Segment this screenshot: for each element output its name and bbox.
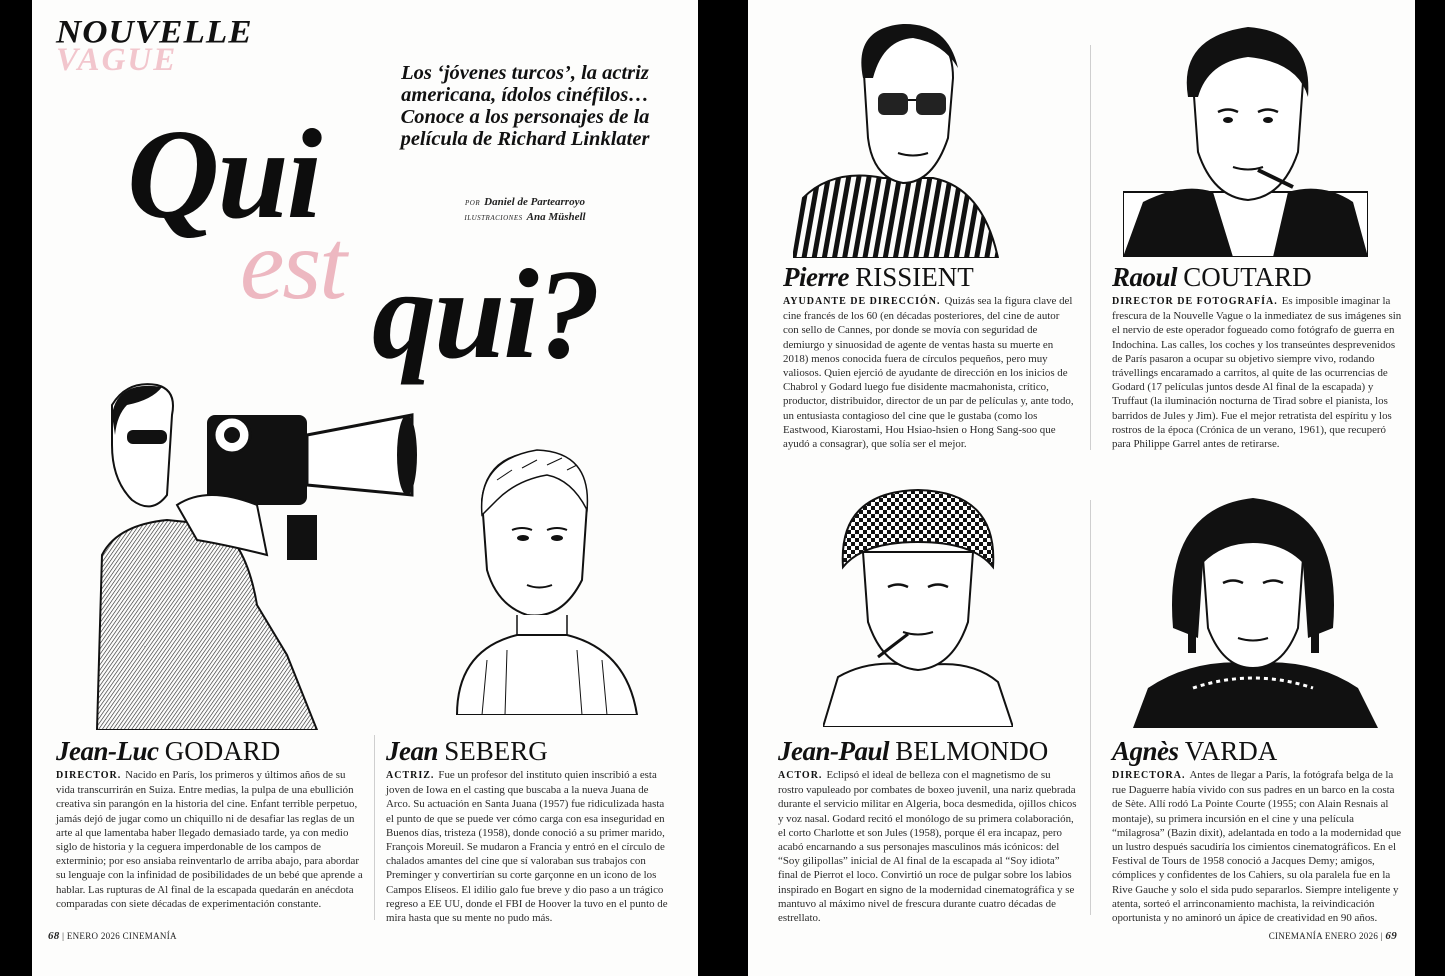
role-label: ACTOR. (778, 770, 823, 781)
folio-right: CINEMANÍA ENERO 2026 | 69 (1268, 930, 1397, 942)
woman-bob-haircut-portrait (1133, 488, 1378, 728)
byline-label: ILUSTRACIONES (464, 214, 523, 222)
man-checkered-hat-cigarette-portrait (823, 482, 1013, 727)
last-name: VARDA (1184, 736, 1278, 766)
page-number: 69 (1385, 930, 1397, 942)
role-label: DIRECTOR DE FOTOGRAFÍA. (1112, 296, 1278, 307)
profile-name-varda (1112, 738, 1277, 765)
role-label: DIRECTOR. (56, 770, 122, 781)
section-tag-vague: VAGUE (56, 42, 178, 78)
man-glasses-striped-shirt-portrait (793, 18, 1008, 258)
byline-name: Ana Müshell (526, 211, 586, 223)
profile-bio-godard (56, 768, 366, 911)
first-name: Jean (386, 736, 438, 766)
left-page (32, 0, 698, 976)
profile-bio-seberg (386, 768, 672, 925)
folio-text: CINEMANÍA ENERO 2026 (1268, 931, 1379, 941)
first-name: Pierre (783, 262, 849, 292)
profile-name-rissient (783, 264, 974, 291)
column-divider (1090, 500, 1091, 915)
folio-text: ENERO 2026 CINEMANÍA (66, 931, 177, 941)
first-name: Raoul (1112, 262, 1178, 292)
byline-name: Daniel de Partearroyo (484, 196, 585, 208)
column-divider (1090, 45, 1091, 450)
man-with-cigarette-portrait (1123, 22, 1368, 257)
profile-name-belmondo (778, 738, 1048, 765)
first-name: Jean-Paul (778, 736, 890, 766)
bio-text: Nacido en París, los primeros y últimos años de su vida transcurrirán en Suiza. Entre medias, la pulpa de una ebullición creativa sin parangón en la historia del cine. Enfant terrible perpetuo, jamás dejó de jugar como un chiquillo ni de desafiar las reglas de un arte al que lamentaba haber llegado demasiado tarde, ya con medio siglo de historia y la ceguera imperdonable de los campos de exterminio; por eso ansiaba reinventarlo de arriba abajo, para abordar su lenguaje con la infinidad de posibilidades de un bebé que aprende a hablar. Las rupturas de Al final de la escapada quedarán en anécdota comparadas con siete décadas de experimentación constante. (56, 769, 363, 910)
headline-word-est: est (240, 209, 346, 320)
profile-bio-varda (1112, 768, 1404, 925)
profile-bio-coutard (1112, 294, 1402, 451)
profile-name-godard (56, 738, 280, 765)
headline-word-qui-question: qui? (372, 243, 599, 385)
woman-short-hair-portrait (427, 440, 687, 715)
profile-name-seberg (386, 738, 548, 765)
bio-text: Fue un profesor del instituto quien inscribió a esta joven de Iowa en el casting que buscaba a la nueva Juana de Arco. Su actuación en Santa Juana (1957) fue ridiculizada hasta el punto de que se puede ver cómo carga con esa inseguridad en Buenos días, tristeza (1958), donde conoció a su primer marido, François Moreuil. Se mudaron a Francia y entró en el círculo de chalados amantes del cine que sí valoraban sus trabajos con Preminger y convertirían su corte garçonne en un icono de los Campos Elíseos. El idilio galo fue breve y dio paso a un trágico regreso a EE UU, donde el FBI de Hoover la tuvo en el punto de mira hasta que su mente no pudo más. (386, 769, 668, 925)
bio-text: Eclipsó el ideal de belleza con el magnetismo de su rostro vapuleado por combates de boxeo juvenil, una nariz quebrada durante el servicio militar en Algeria, boca desmedida, ojillos chicos y voz nasal. Godard recitó el monólogo de su primera colaboración, el corto Charlotte et son Jules (1958), porque él era incapaz, pero acabó encarnando a sus personajes masculinos más icónicos: del “Soy gilipollas” inicial de Al final de la escapada al “Soy idiota” final de Pierrot el loco. Convirtió un roce de pulgar sobre los labios inspirado en Bogart en signo de la modernidad cinematográfica y se mantuvo al máximo nivel de frescura durante cuatro décadas de estrellato. (778, 769, 1077, 925)
role-label: ACTRIZ. (386, 770, 435, 781)
bio-text: Es imposible imaginar la frescura de la Nouvelle Vague o la inmediatez de sus imágenes sin el nervio de este operador fogueado como fotógrafo de guerra en Indochina. Las calles, los coches y los transeúntes desprevenidos de París pasaron a ocupar su objetivo siempre vivo, rodando trávellings encaramado a carritos, al quite de las ocurrencias de Godard (17 películas juntos desde Al final de la escapada) y Truffaut (la iluminación nocturna de Tirad sobre el pianista, los barridos de Jules y Jim). Fue el mejor retratista del espíritu y los rostros de la época (Crónica de un verano, 1961), que recuperó para Philippe Garrel antes de retirarse. (1112, 295, 1402, 451)
bio-text: Quizás sea la figura clave del cine francés de los 60 (en décadas posteriores, del cine de autor con sello de Cannes, por donde se movía con seguridad de demiurgo y sinuosidad de agente de ventas hasta su muerte en 2018) menos conocida fuera de círculos pequeños, pero muy valiosos. Quien ejerció de ayudante de dirección en los inicios de Chabrol y Godard luego fue disidente macmahonista, crítico, productor, distribuidor, director de un par de películas y, ante todo, un entusiasta contagioso del cine que le gustaba (como los Eastwood, Kiarostami, Hou Hsiao-hsien o Hong Sang-soo que ayudó a consagrar), que solía ser el mejor. (783, 295, 1074, 451)
first-name: Agnès (1112, 736, 1179, 766)
last-name: COUTARD (1183, 262, 1312, 292)
column-divider (374, 735, 375, 920)
bio-text: Antes de llegar a París, la fotógrafa belga de la rue Daguerre había vivido con sus padres en un barco en la costa de Sète. Allí rodó La Pointe Courte (1955; con Alain Resnais al montaje), su primera incursión en el cine y una película “milagrosa” (Bazin dixit), adelantada en todo a la modernidad que un lustro después sacudiría los cimientos cinematográficos. En el Festival de Tours de 1958 conoció a Jacques Demy; amigos, cómplices y confidentes de los Cahiers, su ola paralela fue en la Rive Gauche y solo el sida pudo separarlos. Siempre inteligente y atenta, sorteó el arrinconamiento machista, la reivindicación oportunista y no aminoró un ápice de creatividad en 90 años. (1112, 769, 1402, 925)
profile-name-coutard (1112, 264, 1312, 291)
role-label: AYUDANTE DE DIRECCIÓN. (783, 296, 941, 307)
byline-label: POR (465, 199, 481, 207)
folio-left: 68 | ENERO 2026 CINEMANÍA (48, 930, 177, 942)
last-name: BELMONDO (895, 736, 1049, 766)
first-name: Jean-Luc (56, 736, 159, 766)
last-name: SEBERG (444, 736, 548, 766)
standfirst: Los ‘jóvenes turcos’, la actriz americana, ídolos cinéfilos… Conoce a los personajes de la película de Richard Linklater (400, 62, 650, 150)
right-page (748, 0, 1415, 976)
last-name: GODARD (164, 736, 281, 766)
byline-illustrator (380, 211, 670, 223)
profile-bio-belmondo (778, 768, 1078, 925)
byline-author (380, 196, 670, 208)
headline-word-qui: Qui (127, 103, 321, 245)
man-with-film-camera-illustration (57, 375, 417, 730)
role-label: DIRECTORA. (1112, 770, 1186, 781)
section-tag-nouvelle: NOUVELLE (56, 12, 253, 51)
page-number: 68 (48, 930, 60, 942)
last-name: RISSIENT (855, 262, 974, 292)
profile-bio-rissient (783, 294, 1075, 451)
